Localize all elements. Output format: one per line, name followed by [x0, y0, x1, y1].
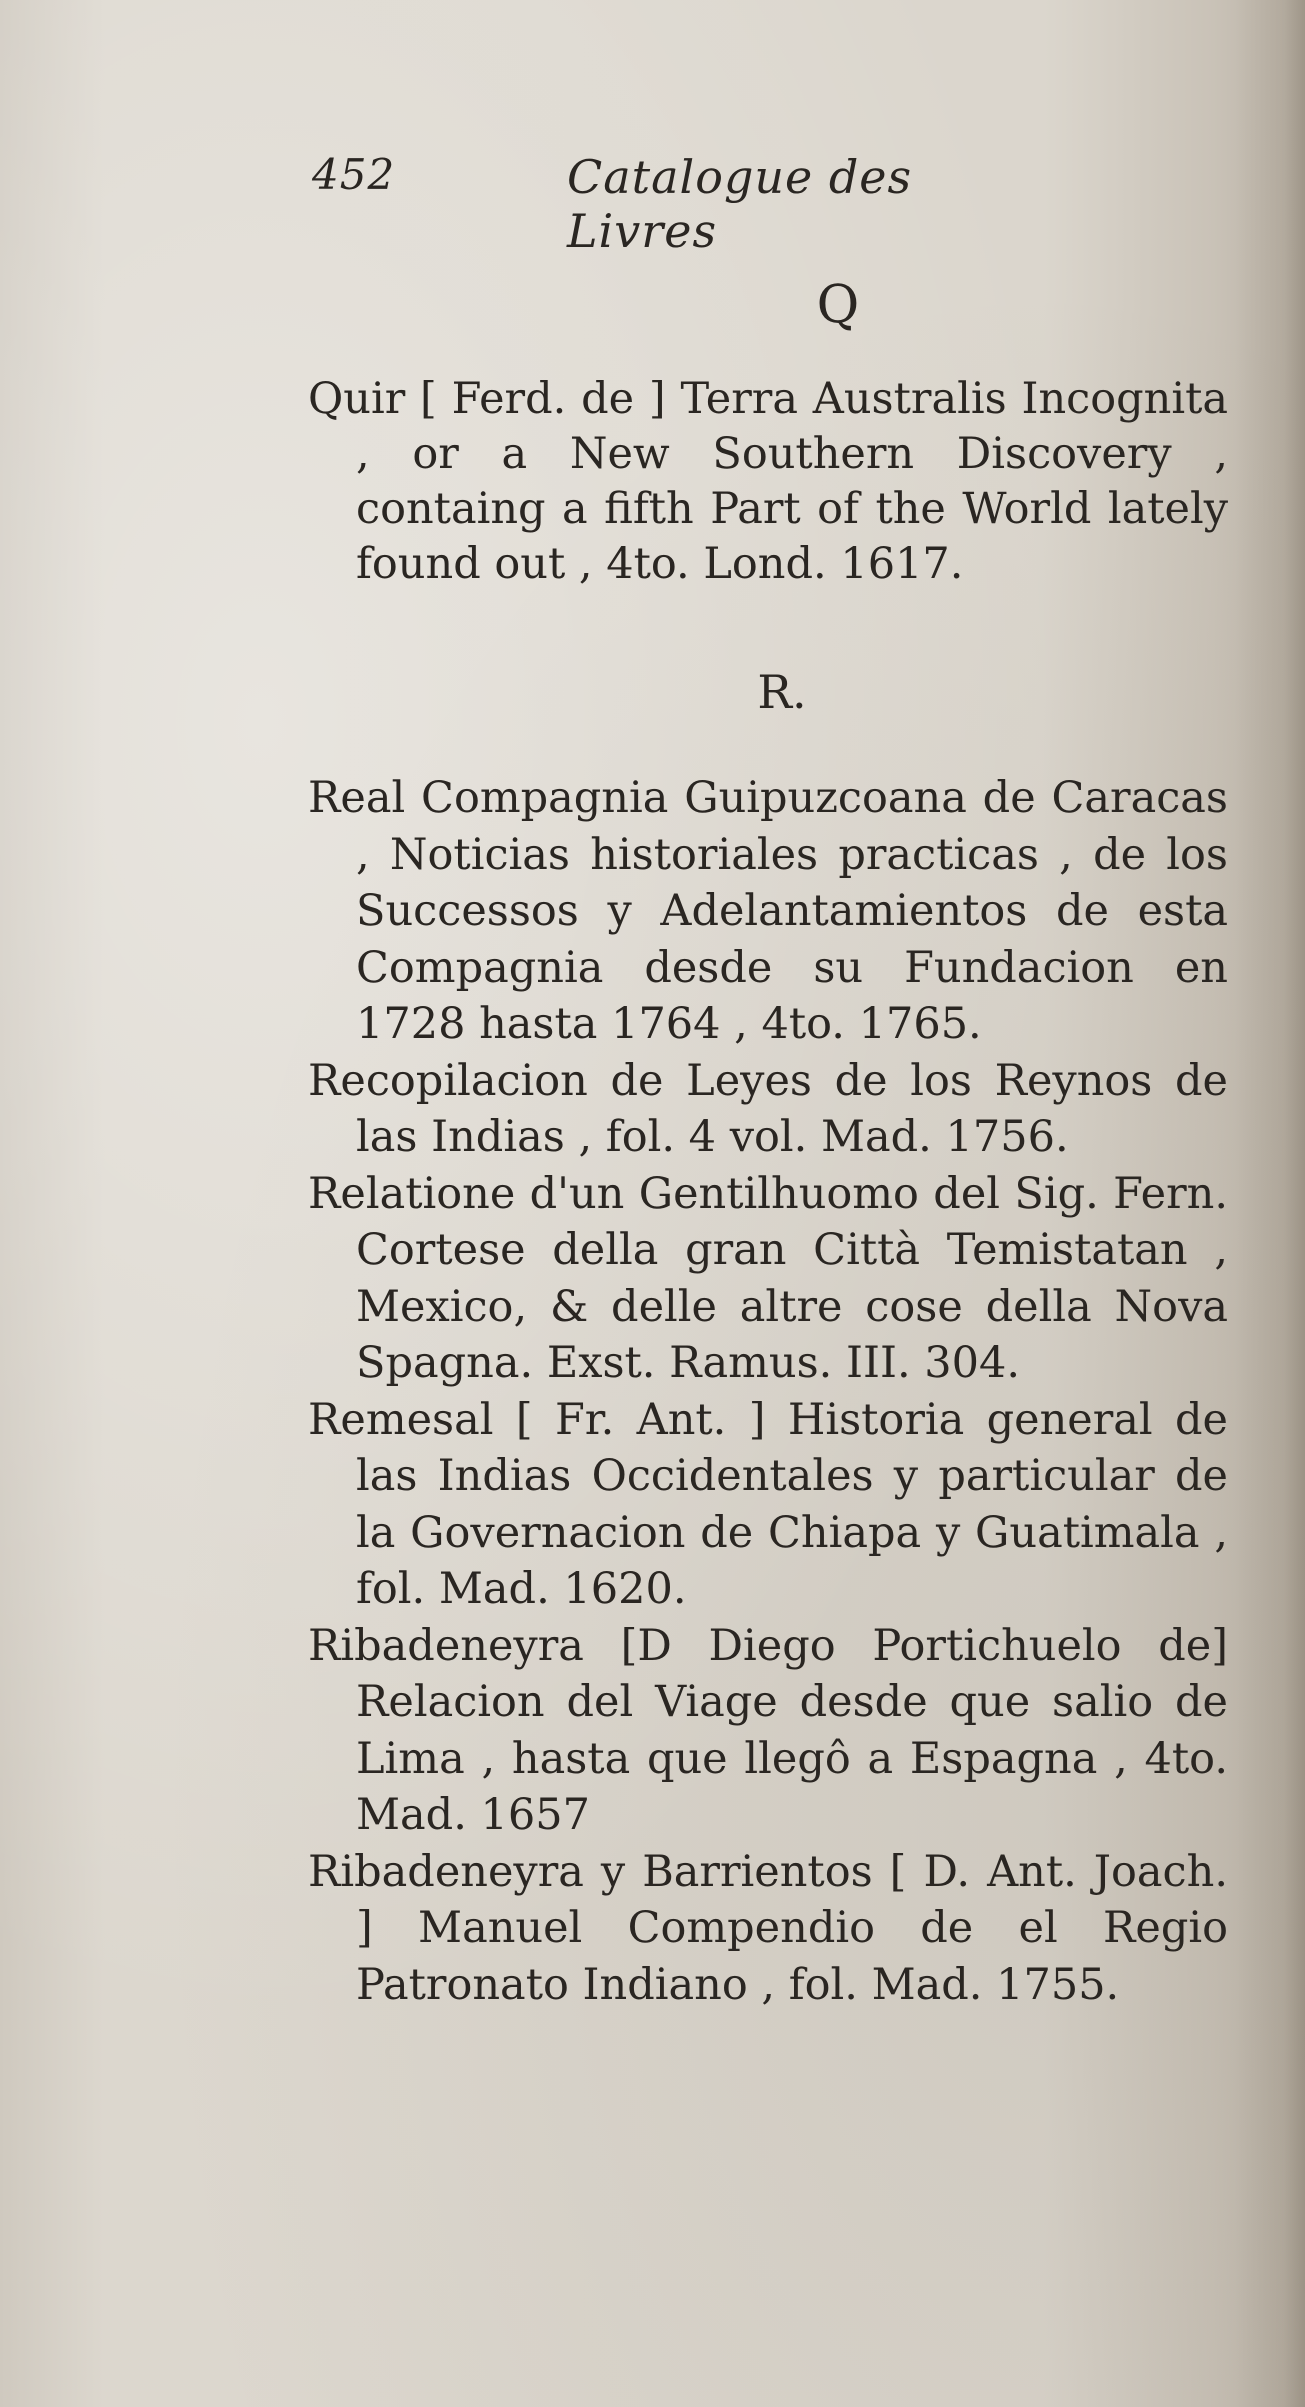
catalogue-entry: Relatione d'un Gentilhuomo del Sig. Fern. Cortese della gran Città Temistatan , Mexico, & delle altre cose della Nova Spagna. Exst. Ramus. III. 304. [308, 1168, 1228, 1388]
running-head: Catalogue des Livres [567, 150, 913, 258]
catalogue-entry: Ribadeneyra y Barrientos [ D. Ant. Joach. ] Manuel Compendio de el Regio Patronato Indiano , fol. Mad. 1755. [308, 1846, 1228, 2010]
catalogue-entry: Recopilacion de Leyes de los Reynos de las Indias , fol. 4 vol. Mad. 1756. [308, 1055, 1228, 1162]
catalogue-entry: Remesal [ Fr. Ant. ] Historia general de las Indias Occidentales y particular de la Governacion de Chiapa y Guatimala , fol. Mad. 1620. [308, 1394, 1228, 1614]
section-heading-r: R. [757, 665, 807, 719]
page-header [312, 150, 1072, 258]
section-heading-q: Q [816, 275, 860, 335]
section-q-entries [308, 372, 1228, 592]
catalogue-entry: Real Compagnia Guipuzcoana de Caracas , Noticias historiales practicas , de los Successos y Adelantamientos de esta Compagnia desde su Fundacion en 1728 hasta 1764 , 4to. 1765. [308, 773, 1228, 1049]
page-number: 452 [312, 150, 396, 199]
page-edge-shadow [1235, 0, 1305, 2407]
section-r-entries [308, 770, 1228, 2013]
catalogue-entry: Ribadeneyra [D Diego Portichuelo de] Relacion del Viage desde que salio de Lima , hasta que llegô a Espagna , 4to. Mad. 1657 [308, 1620, 1228, 1840]
catalogue-entry: Quir [ Ferd. de ] Terra Australis Incognita , or a New Southern Discovery , containg a fifth Part of the World lately found out , 4to. Lond. 1617. [308, 374, 1228, 589]
